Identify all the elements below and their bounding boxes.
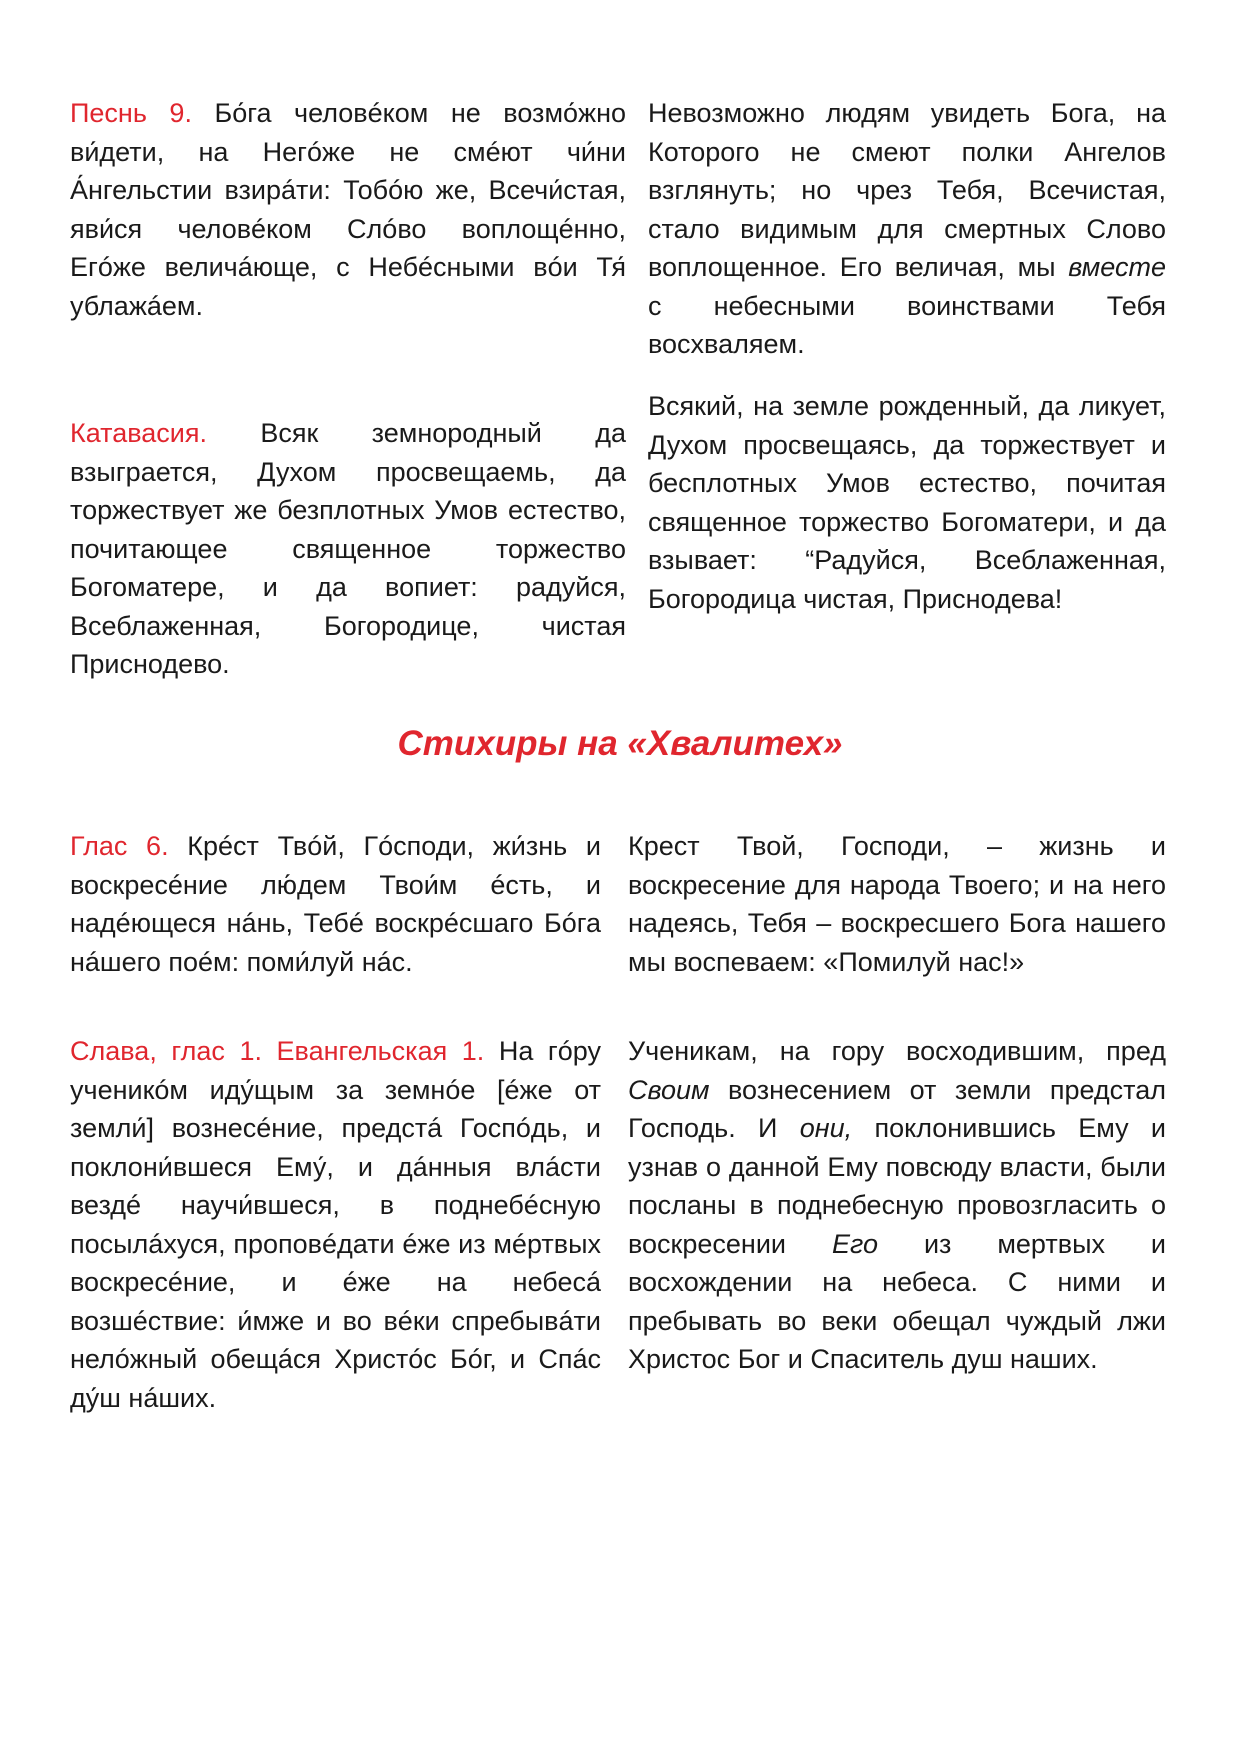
- translation-italic: они,: [799, 1113, 853, 1143]
- russian-column: [648, 387, 1166, 684]
- church-slavonic-column: [70, 1032, 601, 1417]
- verse-text: Крéст Твóй, Гóсподи, жи́знь и воскресéние лю́дем Твои́м éсть, и надéющеся нáнь, Тебé воскрéсшаго Бóга нáшего поéм: поми́луй нáс.: [70, 831, 602, 977]
- verse-label: Слава, глас 1. Евангельская 1.: [70, 1036, 485, 1066]
- verse-text: Бо́га человéком не возмо́жно ви́дети, на Негóже не смéют чи́ни А́нгельстии взирáти: Тобóю же, Всечи́стая, яви́ся человéком Слóво воплощéнно, Егóже величáюще, с Небéсными вóи Тя́ ублажáем.: [70, 98, 627, 321]
- translation-text: поклонившись Ему и узнав о данной Ему повсюду власти, были посланы в поднебесную провозгласить о воскресении: [628, 1113, 1167, 1259]
- translation-italic: вместе: [1068, 252, 1166, 282]
- text-block-katavasia: [70, 387, 1166, 684]
- verse-label: Глас 6.: [70, 831, 169, 861]
- translation-text: Крест Твой, Господи, – жизнь и воскресение для народа Твоего; и на него надеясь, Тебя – воскресшего Бога нашего мы воспеваем: «Помилуй нас!»: [628, 831, 1166, 977]
- text-block-pesn-9: [70, 94, 1166, 364]
- translation-text: вознесением от земли предстал Господь. И: [628, 1074, 1166, 1143]
- translation-text: Всякий, на земле рожденный, да ликует, Духом просвещаясь, да торжествует и бесплотных Умов естество, почитая священное торжество Богоматери, и да взывает: “Радуйся, Всеблаженная, Богородица чистая, Приснодева!: [648, 391, 1166, 614]
- russian-column: [628, 827, 1166, 981]
- verse-label: Катавасия.: [70, 418, 207, 448]
- church-slavonic-column: [70, 827, 601, 981]
- translation-italic: Его: [831, 1228, 878, 1259]
- church-slavonic-column: [70, 414, 626, 684]
- russian-column: [628, 1032, 1166, 1417]
- translation-text: Невозможно людям увидеть Бога, на Которого не смеют полки Ангелов взглянуть; но чрез Тебя, Всечистая, стало видимым для смертных Слово воплощенное. Его величая, мы: [648, 98, 1166, 282]
- translation-text-cont: с небесными воинствами Тебя восхваляем.: [648, 290, 1166, 359]
- section-heading: Стихиры на «Хвалитех»: [397, 724, 843, 763]
- translation-italic: Своим: [628, 1074, 710, 1105]
- church-slavonic-column: [70, 94, 626, 364]
- translation-text: из мертвых и восхождении на небеса. С ними и пребывать во веки обещал чуждый лжи Христос Бог и Спаситель душ наших.: [628, 1228, 1167, 1374]
- verse-text: Всяк земнородный да взыграется, Духом просвещаемь, да торжествует же безплотных Умов естество, почитающее священное торжество Богоматере, и да вопиет: радуйся, Всеблаженная, Богородице, чистая Приснодево.: [70, 418, 626, 679]
- text-block-glas-6: [70, 827, 1166, 981]
- translation-text: Ученикам, на гору восходившим, пред: [628, 1036, 1166, 1066]
- verse-text: На гóру ученикóм иду́щым за земнóе [éже от земли́] вознесéние, предстá Госпóдь, и поклони́вшеся Ему́, и дáнныя влáсти вездé научи́вшеся, в поднебéсную посылáхуся, проповéдати éже из мéртвых воскресéние, и éже на небесá возшéствие: и́мже и во вéки спребывáти нелóжный обещáся Христóс Бóг, и Спáс ду́ш нáших.: [70, 1036, 601, 1413]
- text-block-slava-glas-1: [70, 1032, 1166, 1417]
- verse-label: Песнь 9.: [70, 98, 192, 128]
- russian-column: [648, 94, 1166, 364]
